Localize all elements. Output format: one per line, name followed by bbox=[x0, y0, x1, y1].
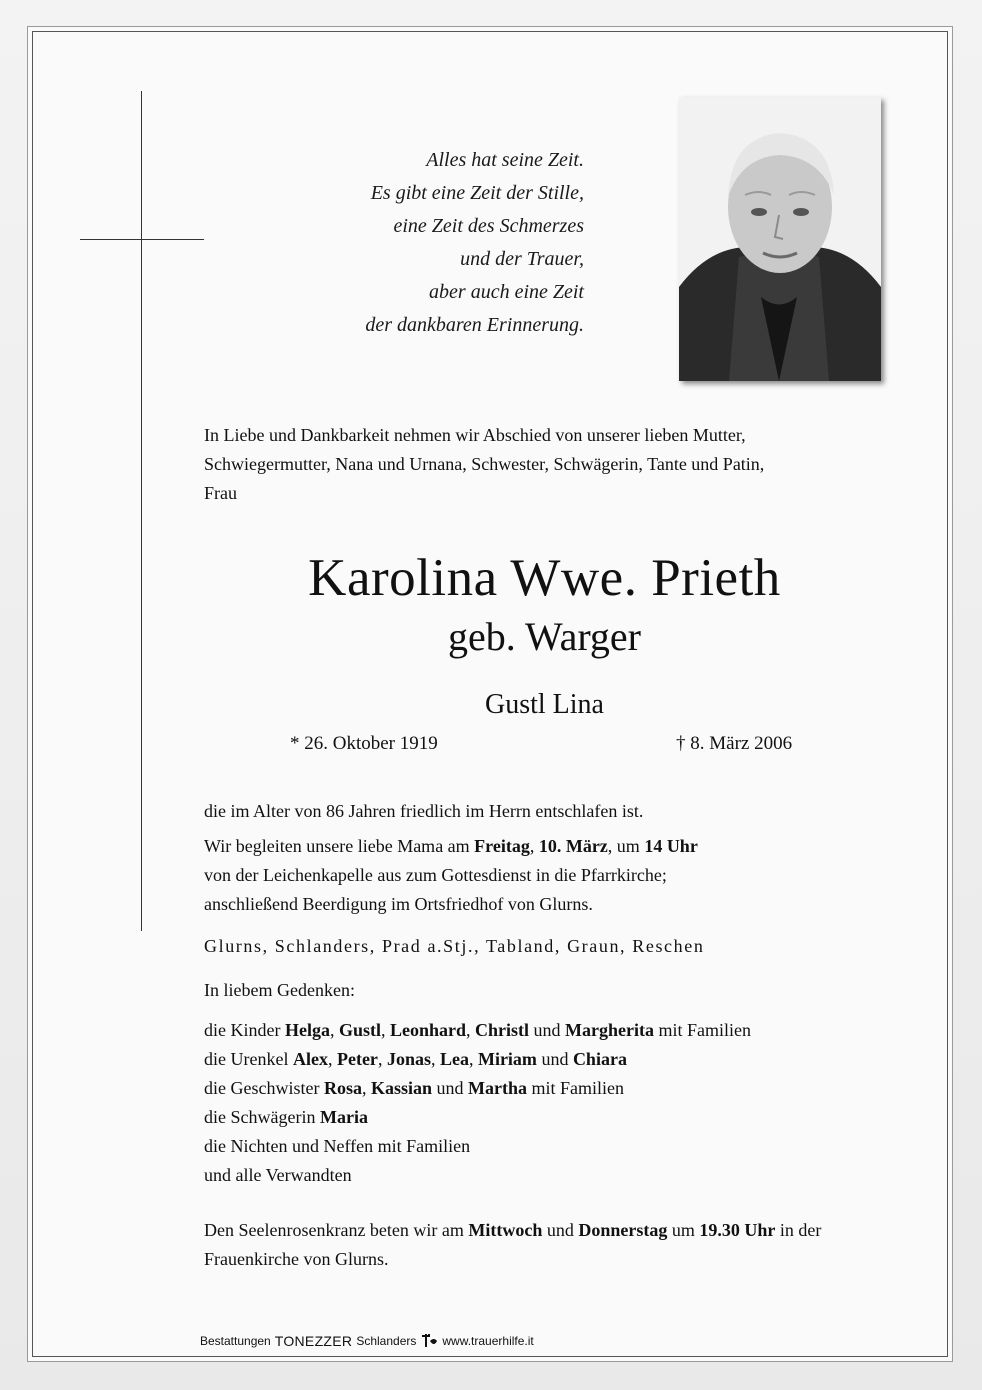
text: in der bbox=[775, 1220, 822, 1240]
text: , bbox=[329, 1020, 339, 1040]
text: und bbox=[529, 1020, 566, 1040]
service-line-3: anschließend Beerdigung im Ortsfriedhof von Glurns. bbox=[204, 894, 593, 914]
text: , bbox=[381, 1020, 390, 1040]
text: , bbox=[466, 1020, 476, 1040]
rosary-time: 19.30 Uhr bbox=[699, 1220, 776, 1240]
footer-town: Schlanders bbox=[356, 1334, 417, 1348]
text: die Kinder bbox=[204, 1020, 285, 1040]
places-line: Glurns, Schlanders, Prad a.Stj., Tabland, Graun, Reschen bbox=[204, 936, 705, 956]
text: , bbox=[430, 1049, 440, 1069]
family-name: Miriam bbox=[477, 1049, 537, 1069]
text: Wir begleiten unsere liebe Mama am bbox=[204, 836, 475, 856]
family-list bbox=[204, 1016, 751, 1190]
family-line-nichten: die Nichten und Neffen mit Familien bbox=[204, 1136, 471, 1156]
text: Den Seelenrosenkranz beten wir am bbox=[204, 1220, 469, 1240]
rosary-line-1 bbox=[204, 1216, 904, 1245]
quote-line: Es gibt eine Zeit der Stille, bbox=[370, 182, 584, 204]
family-name: Martha bbox=[468, 1078, 527, 1098]
footer-prefix: Bestattungen bbox=[200, 1334, 271, 1348]
text: , bbox=[529, 836, 539, 856]
age-line: die im Alter von 86 Jahren friedlich im Herrn entschlafen ist. bbox=[204, 801, 644, 821]
text: , bbox=[327, 1049, 337, 1069]
text: mit Familien bbox=[654, 1020, 751, 1040]
family-line-kinder bbox=[204, 1016, 751, 1045]
quote-line: aber auch eine Zeit bbox=[429, 281, 584, 303]
intro-text bbox=[204, 421, 864, 508]
text: , bbox=[468, 1049, 478, 1069]
funeral-service-text bbox=[204, 832, 884, 919]
intro-line: Frau bbox=[204, 483, 237, 503]
family-line-schwaegerin bbox=[204, 1103, 751, 1132]
quote-line: Alles hat seine Zeit. bbox=[426, 149, 584, 171]
footer bbox=[200, 1333, 534, 1349]
text: , um bbox=[607, 836, 645, 856]
family-name: Alex bbox=[292, 1049, 328, 1069]
text: die Schwägerin bbox=[204, 1107, 320, 1127]
family-line-geschwister bbox=[204, 1074, 751, 1103]
text: und bbox=[536, 1049, 573, 1069]
rosary-text bbox=[204, 1216, 904, 1274]
family-line-urenkel bbox=[204, 1045, 751, 1074]
cross-vertical-bar bbox=[141, 91, 142, 931]
intro-line: Schwiegermutter, Nana und Urnana, Schwester, Schwägerin, Tante und Patin, bbox=[204, 454, 765, 474]
rosary-day: Mittwoch bbox=[468, 1220, 543, 1240]
text: und bbox=[542, 1220, 579, 1240]
family-name: Peter bbox=[336, 1049, 378, 1069]
text: , bbox=[361, 1078, 371, 1098]
family-name: Gustl bbox=[338, 1020, 381, 1040]
service-date: 10. März bbox=[538, 836, 608, 856]
family-name: Leonhard bbox=[390, 1020, 467, 1040]
memorial-quote bbox=[365, 144, 584, 342]
deceased-name: Karolina Wwe. Prieth bbox=[308, 549, 781, 607]
text: und bbox=[432, 1078, 469, 1098]
text: um bbox=[667, 1220, 700, 1240]
service-line-1 bbox=[204, 832, 884, 861]
service-time: 14 Uhr bbox=[644, 836, 698, 856]
family-name: Lea bbox=[439, 1049, 469, 1069]
trauerhilfe-logo-icon bbox=[420, 1333, 438, 1349]
text: die Urenkel bbox=[204, 1049, 293, 1069]
text: , bbox=[377, 1049, 387, 1069]
portrait-illustration bbox=[679, 97, 881, 381]
quote-line: und der Trauer, bbox=[460, 248, 584, 270]
quote-line: der dankbaren Erinnerung. bbox=[365, 314, 584, 336]
intro-line: In Liebe und Dankbarkeit nehmen wir Abschied von unserer lieben Mutter, bbox=[204, 425, 746, 445]
family-name: Maria bbox=[319, 1107, 368, 1127]
family-name: Margherita bbox=[565, 1020, 654, 1040]
service-line-2: von der Leichenkapelle aus zum Gottesdienst in die Pfarrkirche; bbox=[204, 865, 667, 885]
gedenken-heading: In liebem Gedenken: bbox=[204, 980, 355, 1000]
family-name: Rosa bbox=[323, 1078, 362, 1098]
nickname: Gustl Lina bbox=[485, 689, 604, 720]
rosary-line-2: Frauenkirche von Glurns. bbox=[204, 1249, 389, 1269]
maiden-name: geb. Warger bbox=[447, 614, 641, 659]
footer-company: TONEZZER bbox=[274, 1333, 353, 1349]
quote-line: eine Zeit des Schmerzes bbox=[393, 215, 584, 237]
family-name: Jonas bbox=[386, 1049, 431, 1069]
service-day: Freitag bbox=[474, 836, 530, 856]
family-name: Kassian bbox=[370, 1078, 433, 1098]
footer-website: www.trauerhilfe.it bbox=[442, 1334, 534, 1348]
family-name: Chiara bbox=[572, 1049, 627, 1069]
family-name: Christl bbox=[475, 1020, 530, 1040]
text: die Geschwister bbox=[204, 1078, 324, 1098]
portrait-photo bbox=[679, 97, 881, 381]
cross-horizontal-bar bbox=[80, 239, 204, 240]
family-line-verwandte: und alle Verwandten bbox=[204, 1165, 352, 1185]
rosary-day: Donnerstag bbox=[578, 1220, 668, 1240]
text: mit Familien bbox=[527, 1078, 624, 1098]
family-name: Helga bbox=[284, 1020, 330, 1040]
death-date: † 8. März 2006 bbox=[676, 733, 793, 754]
birth-date: * 26. Oktober 1919 bbox=[290, 733, 438, 754]
